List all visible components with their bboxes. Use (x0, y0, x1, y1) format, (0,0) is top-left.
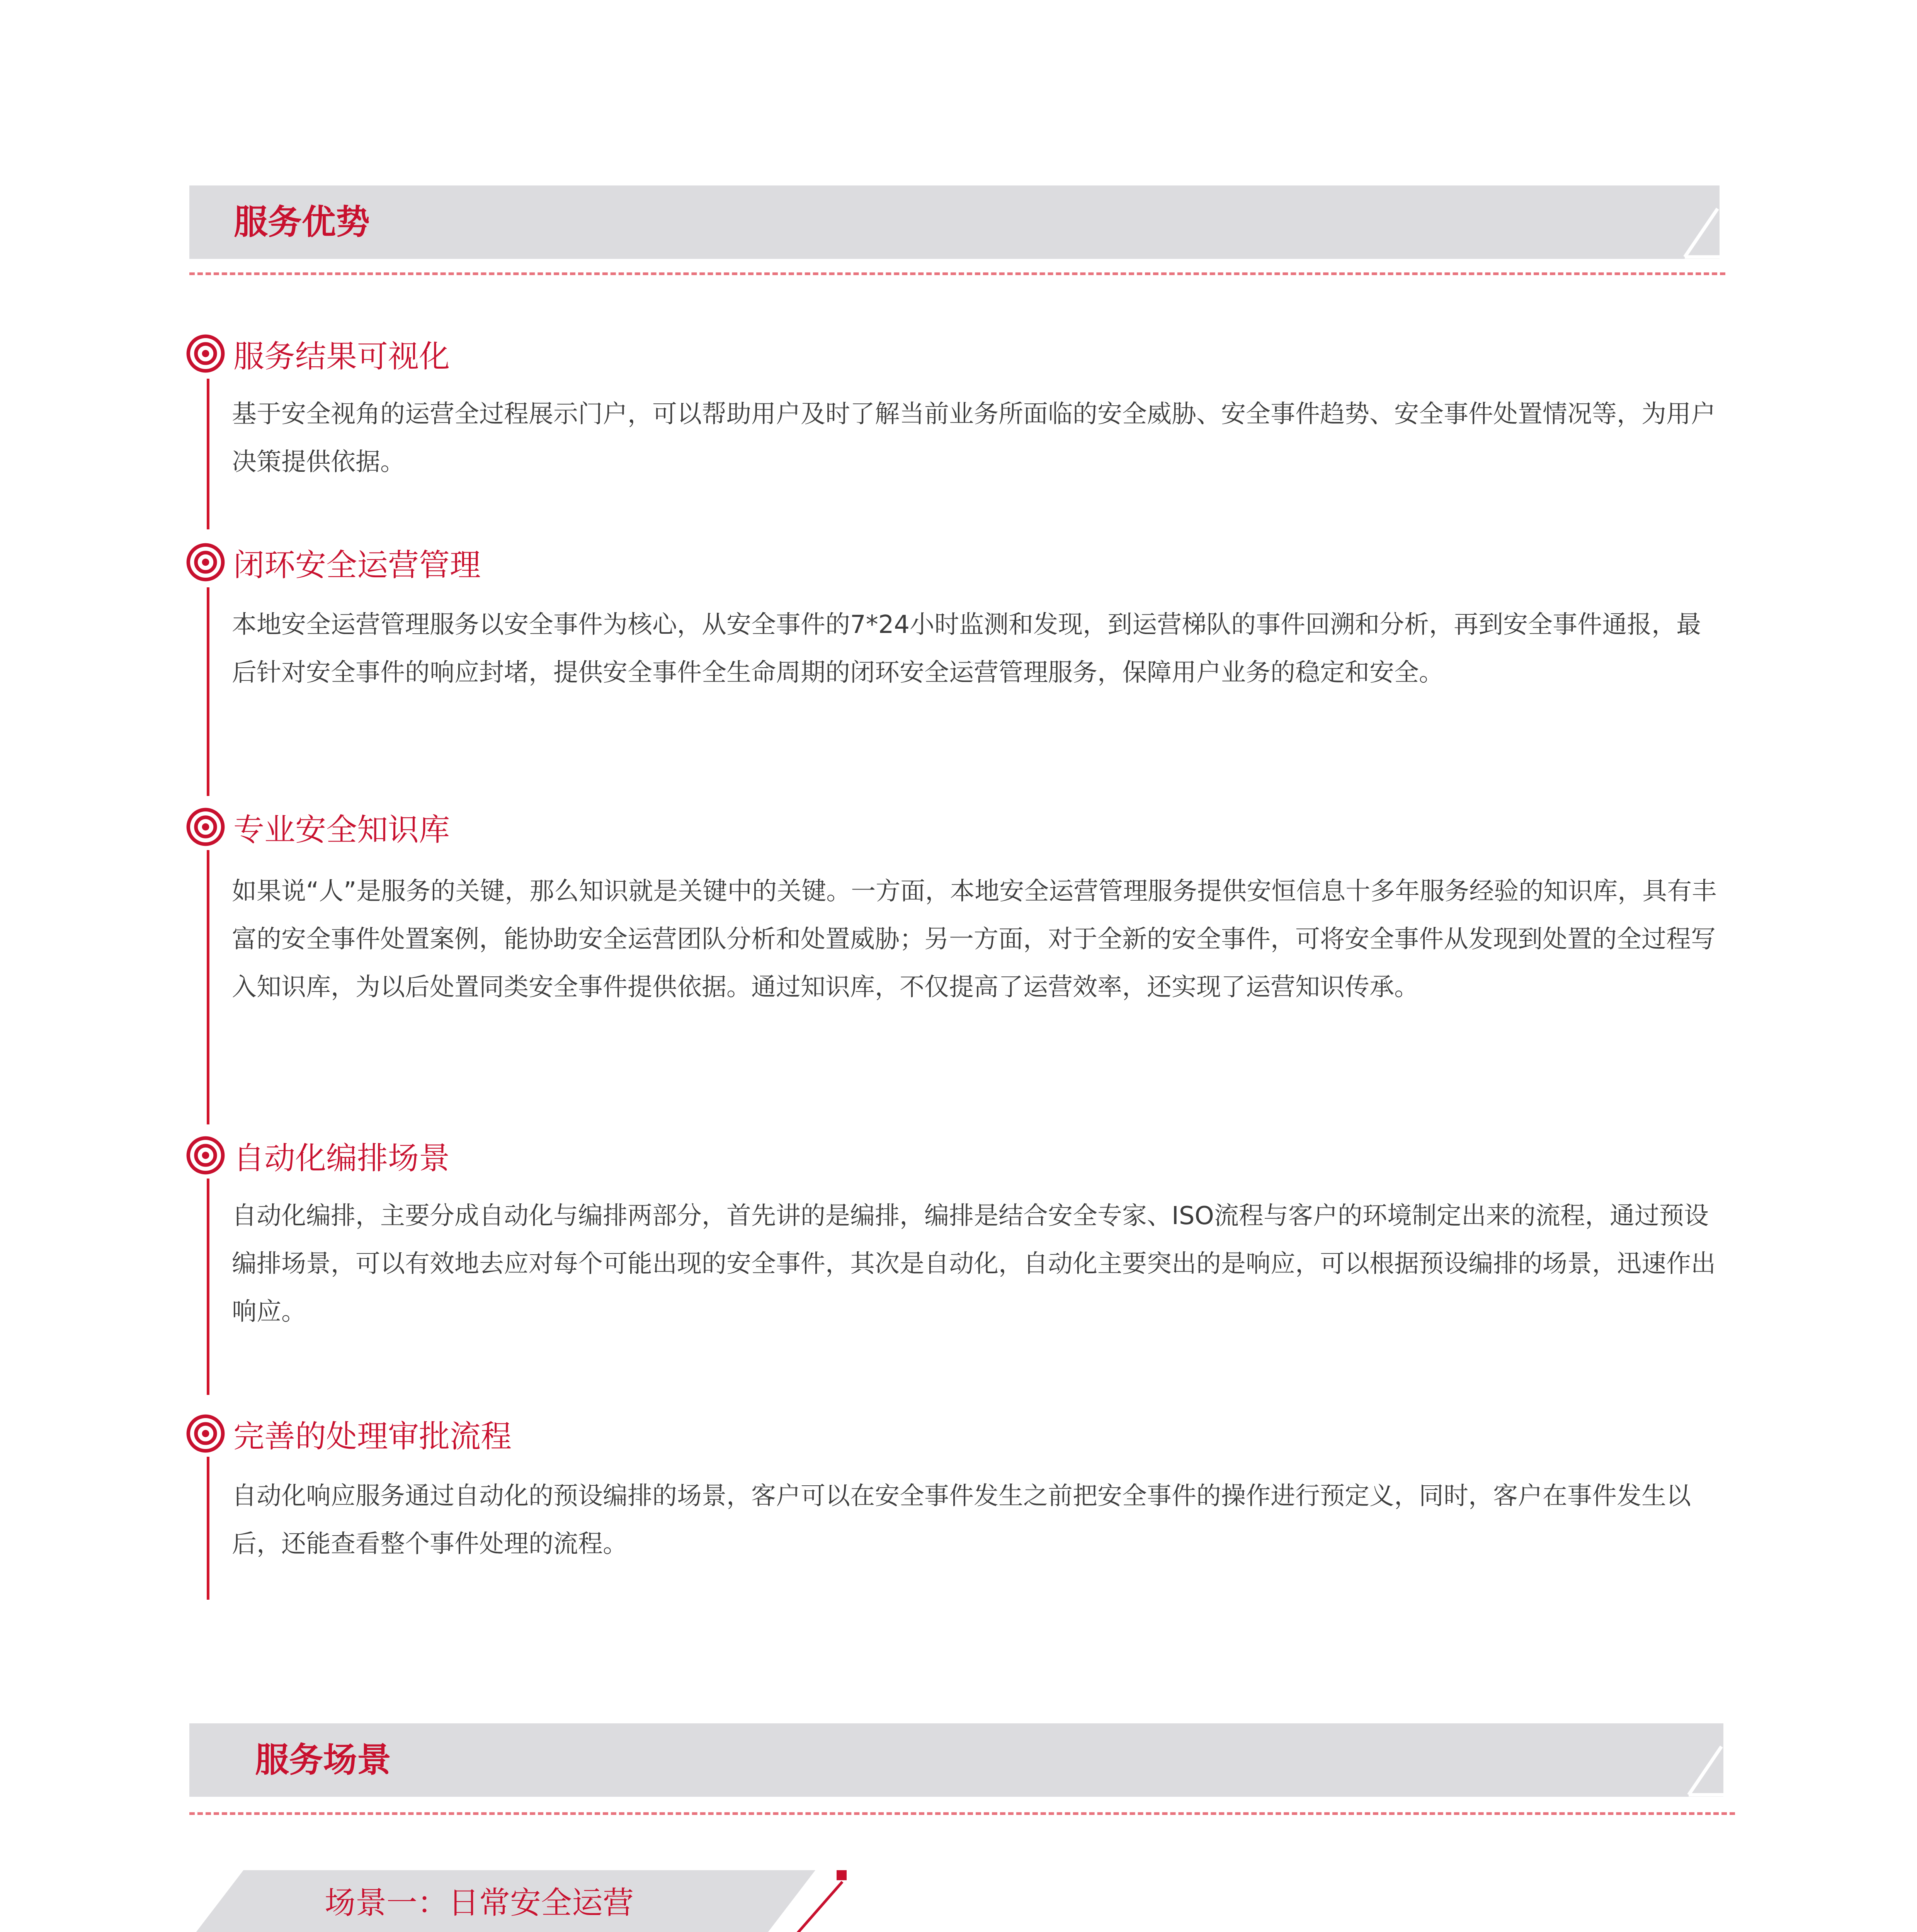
feature-title (185, 804, 450, 850)
timeline-bar (207, 587, 209, 796)
feature-description: 自动化响应服务通过自动化的预设编排的场景，客户可以在安全事件发生之前把安全事件的操作进行预定义，同时，客户在事件发生以后，还能查看整个事件处理的流程。 (232, 1482, 1691, 1558)
feature-description: 基于安全视角的运营全过程展示门户，可以帮助用户及时了解当前业务所面临的安全威胁、安全事件趋势、安全事件处置情况等，为用户决策提供依据。 (232, 400, 1716, 476)
feature-title-label: 专业安全知识库 (233, 811, 450, 848)
target-bullet-icon (185, 1413, 226, 1454)
target-bullet-icon (185, 1135, 226, 1175)
timeline-bar (207, 1457, 209, 1600)
feature-title (185, 539, 481, 585)
feature-title (185, 330, 450, 377)
timeline-bar (207, 1179, 209, 1395)
section-divider (189, 272, 1725, 275)
timeline-bar (207, 850, 209, 1124)
section-title: 服务优势 (234, 202, 370, 242)
feature-description: 本地安全运营管理服务以安全事件为核心，从安全事件的7*24小时监测和发现，到运营梯队的事件回溯和分析，再到安全事件通报，最后针对安全事件的响应封堵，提供安全事件全生命周期的闭环安全运营管理服务，保障用户业务的稳定和安全。 (232, 611, 1701, 687)
feature-title-label: 服务结果可视化 (233, 338, 450, 374)
target-bullet-icon (185, 333, 226, 374)
feature-title-label: 闭环安全运营管理 (233, 547, 481, 583)
banner-corner-slash-icon (1681, 1723, 1723, 1797)
target-bullet-icon (185, 542, 226, 582)
section-banner-advantages (189, 185, 1720, 259)
section-banner-scenarios (189, 1723, 1723, 1797)
section-divider (189, 1812, 1735, 1815)
target-bullet-icon (185, 807, 226, 847)
feature-description: 自动化编排，主要分成自动化与编排两部分，首先讲的是编排，编排是结合安全专家、ISO流程与客户的环境制定出来的流程，通过预设编排场景，可以有效地去应对每个可能出现的安全事件，其次是自动化，自动化主要突出的是响应，可以根据预设编排的场景，迅速作出响应。 (232, 1202, 1716, 1326)
feature-title (185, 1410, 512, 1457)
feature-description: 如果说“人”是服务的关键，那么知识就是关键中的关键。一方面，本地安全运营管理服务提供安恒信息十多年服务经验的知识库，具有丰富的安全事件处置案例，能协助安全运营团队分析和处置威胁；另一方面，对于全新的安全事件，可将安全事件从发现到处置的全过程写入知识库，为以后处置同类安全事件提供依据。通过知识库，不仅提高了运营效率，还实现了运营知识传承。 (232, 877, 1717, 1002)
timeline-bar (207, 379, 209, 529)
feature-title-label: 自动化编排场景 (233, 1140, 450, 1176)
banner-corner-slash-icon (1677, 185, 1720, 259)
scene-tag (185, 1870, 866, 1932)
feature-title-label: 完善的处理审批流程 (233, 1418, 512, 1454)
feature-title (185, 1132, 450, 1179)
section-title: 服务场景 (255, 1740, 391, 1780)
scene-title: 场景一：日常安全运营 (325, 1885, 634, 1921)
